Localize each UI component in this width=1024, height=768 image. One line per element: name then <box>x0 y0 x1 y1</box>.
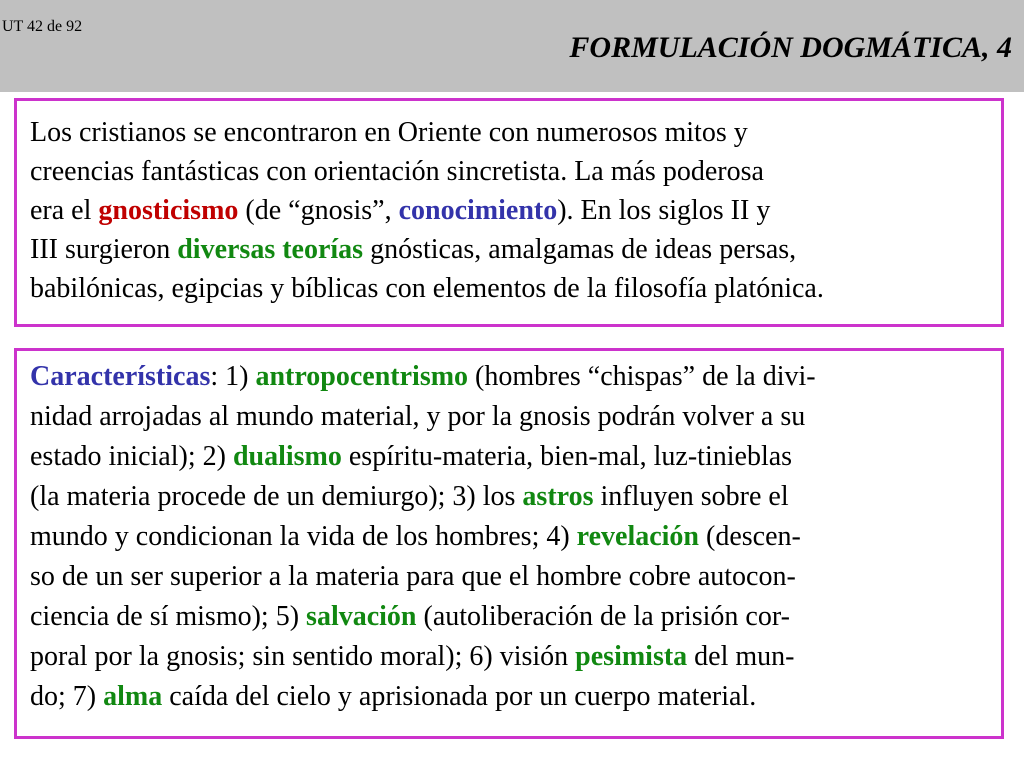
features-text: (autoliberación de la prisión cor- <box>416 601 790 632</box>
keyword-caracteristicas: Características <box>30 361 211 392</box>
features-line-8 <box>30 641 794 673</box>
intro-line-3 <box>30 195 770 227</box>
keyword-astros: astros <box>522 481 594 512</box>
intro-text: (de “gnosis”, <box>238 195 399 226</box>
features-line-9 <box>30 681 756 713</box>
intro-line-4 <box>30 234 796 266</box>
features-text: poral por la gnosis; sin sentido moral); 6) visión <box>30 641 576 672</box>
features-text: caída del cielo y aprisionada por un cuerpo material. <box>162 681 757 712</box>
intro-text: ). En los siglos II y <box>557 195 771 226</box>
slide-title: FORMULACIÓN DOGMÁTICA, 4 <box>569 31 1012 64</box>
intro-text: III surgieron <box>30 234 178 265</box>
features-box <box>14 348 1004 739</box>
keyword-antropocentrismo: antropocentrismo <box>255 361 469 392</box>
features-line-1 <box>30 361 816 393</box>
intro-text: era el <box>30 195 99 226</box>
keyword-dualismo: dualismo <box>232 441 342 472</box>
intro-box <box>14 98 1004 327</box>
features-text: ciencia de sí mismo); 5) <box>30 601 307 632</box>
features-text: estado inicial); 2) <box>30 441 233 472</box>
keyword-salvacion: salvación <box>306 601 417 632</box>
keyword-pesimista: pesimista <box>575 641 688 672</box>
intro-line-1: Los cristianos se encontraron en Oriente con numerosos mitos y <box>30 117 748 148</box>
features-line-4 <box>30 481 789 513</box>
keyword-diversas-teorias: diversas teorías <box>177 234 364 265</box>
features-text: do; 7) <box>30 681 104 712</box>
features-line-6: so de un ser superior a la materia para que el hombre cobre autocon- <box>30 561 796 592</box>
keyword-revelacion: revelación <box>576 521 700 552</box>
features-text: mundo y condicionan la vida de los hombres; 4) <box>30 521 577 552</box>
features-text: del mun- <box>687 641 795 672</box>
keyword-gnosticismo: gnosticismo <box>98 195 239 226</box>
intro-text: gnósticas, amalgamas de ideas persas, <box>363 234 797 265</box>
features-text: (descen- <box>699 521 801 552</box>
features-text: : 1) <box>210 361 256 392</box>
intro-line-5: babilónicas, egipcias y bíblicas con elementos de la filosofía platónica. <box>30 273 824 304</box>
slide-number: UT 42 de 92 <box>2 18 83 35</box>
features-line-5 <box>30 521 801 553</box>
intro-line-2: creencias fantásticas con orientación sincretista. La más poderosa <box>30 156 764 187</box>
features-line-7 <box>30 601 790 633</box>
keyword-conocimiento: conocimiento <box>398 195 558 226</box>
features-text: influyen sobre el <box>593 481 789 512</box>
features-text: espíritu-materia, bien-mal, luz-tinieblas <box>341 441 793 472</box>
features-text: (hombres “chispas” de la divi- <box>468 361 816 392</box>
keyword-alma: alma <box>103 681 163 712</box>
features-text: (la materia procede de un demiurgo); 3) los <box>30 481 523 512</box>
features-line-2: nidad arrojadas al mundo material, y por la gnosis podrán volver a su <box>30 401 806 432</box>
features-line-3 <box>30 441 792 473</box>
slide-header <box>0 0 1024 92</box>
